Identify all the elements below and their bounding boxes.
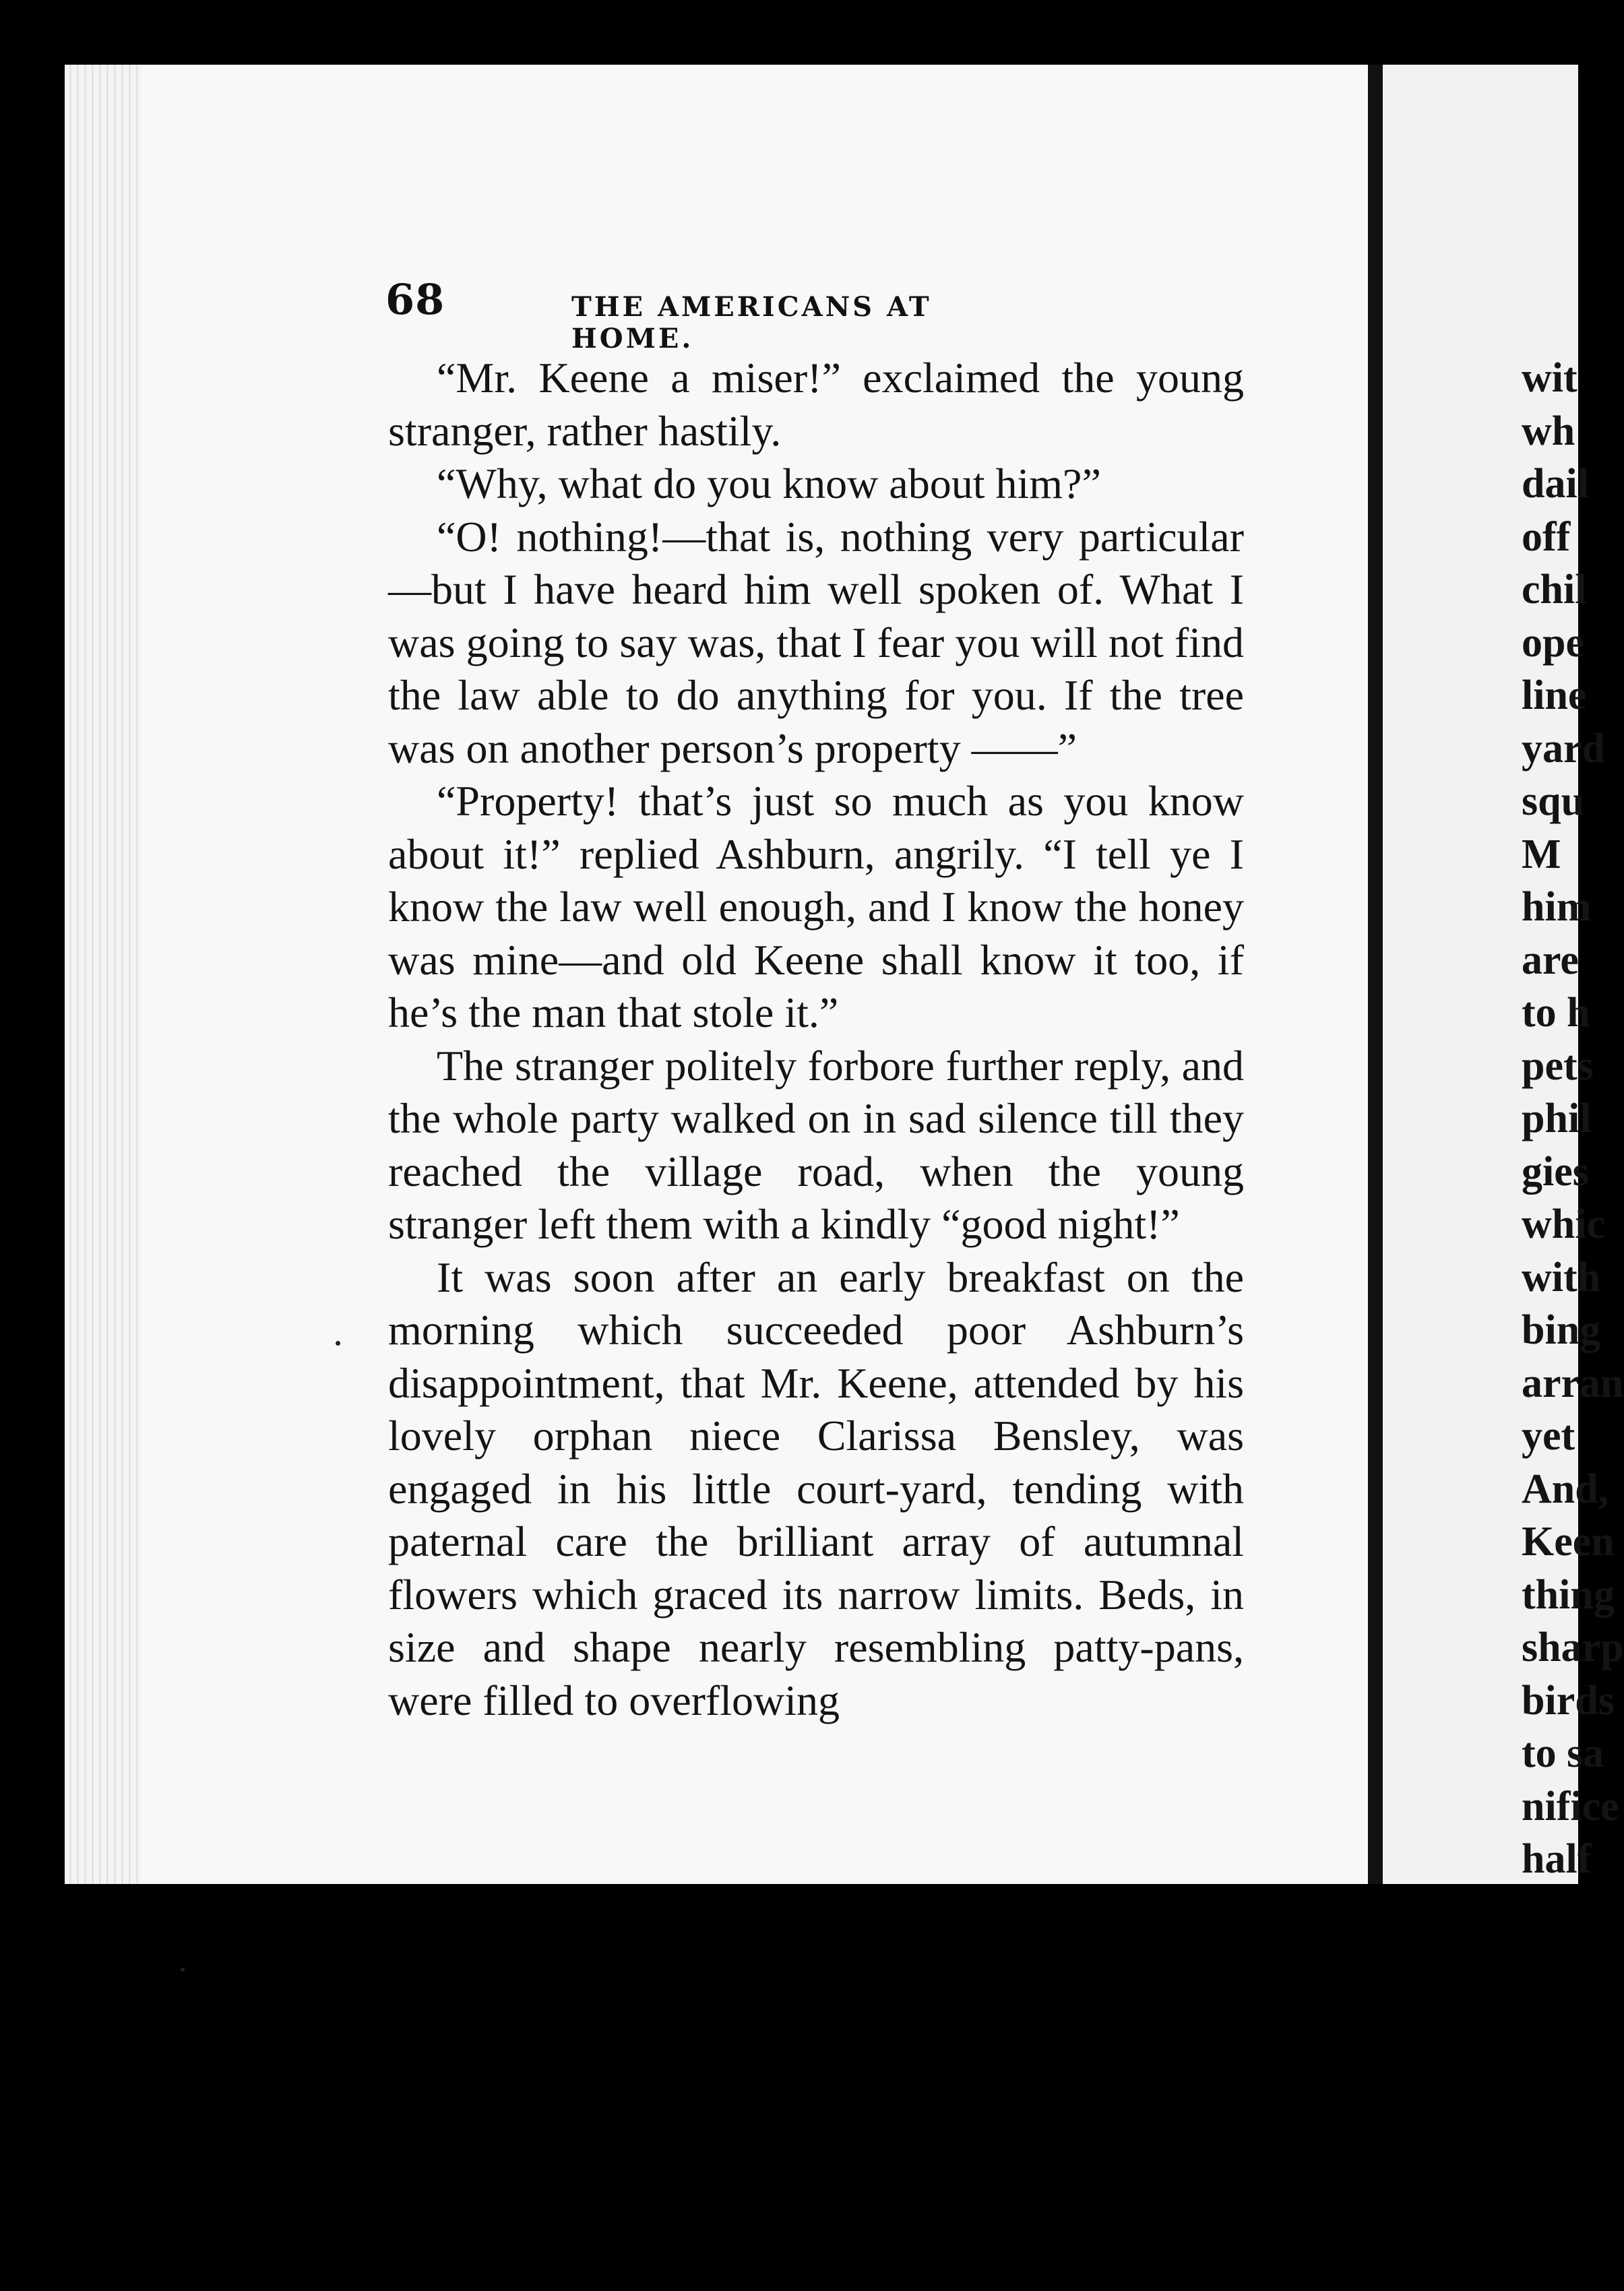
right-line: wit xyxy=(1522,355,1578,401)
right-line: with xyxy=(1522,1254,1601,1300)
right-line: nifice xyxy=(1522,1783,1619,1829)
right-line: yard xyxy=(1522,725,1605,772)
paragraph: “Property! that’s just so much as you know about it!” replied Ashburn, angrily. “I tell ye I know the law well enough, and I know the honey was mine—and old Keene shall know it too, if he’s the man that stole it.” xyxy=(388,777,1244,1036)
paragraph: “Why, what do you know about him?” xyxy=(437,460,1101,507)
page-header xyxy=(385,275,1059,354)
right-line: M xyxy=(1522,831,1561,877)
running-head: THE AMERICANS AT HOME. xyxy=(571,291,932,354)
right-line: yet xyxy=(1522,1413,1575,1459)
right-line: wh xyxy=(1522,408,1575,454)
book-gutter xyxy=(1368,65,1383,1884)
paragraph: “Mr. Keene a miser!” exclaimed the young stranger, rather hastily. xyxy=(388,354,1244,455)
right-line: bing xyxy=(1522,1307,1601,1353)
right-line: chil xyxy=(1522,567,1587,613)
right-line: line xyxy=(1522,672,1587,718)
paragraph: The stranger politely forbore further reply, and the whole party walked on in sad silence till they reached the village road, when the young stranger left them with a kindly “good night!” xyxy=(388,1041,1244,1248)
right-line: birds xyxy=(1522,1677,1615,1724)
right-line: whic xyxy=(1522,1201,1605,1247)
right-line: off xyxy=(1522,513,1571,560)
right-line: half xyxy=(1522,1836,1592,1882)
scan-speck xyxy=(181,1968,185,1972)
paragraph: It was soon after an early breakfast on the morning which succeeded poor Ashburn’s disappointment, that Mr. Keene, attended by his lovely orphan niece Clarissa Bensley, was engaged in his little court-yard, tending with paternal care the brilliant array of autumnal flowers which graced its narrow limits. Beds, in size and shape nearly resembling patty-pans, were filled to overflowing xyxy=(388,1253,1244,1724)
right-line: Keen xyxy=(1522,1519,1615,1565)
right-line: sharp xyxy=(1522,1625,1624,1670)
right-line: pets xyxy=(1522,1042,1594,1089)
right-line: ope xyxy=(1522,619,1584,666)
right-line: are xyxy=(1522,937,1579,983)
right-line: to sa xyxy=(1522,1730,1604,1776)
right-line: arran xyxy=(1522,1360,1624,1406)
page-number: 68 xyxy=(385,275,445,324)
right-line: And, xyxy=(1522,1466,1609,1512)
right-line: him xyxy=(1522,884,1592,930)
right-page-text xyxy=(1522,352,1624,1886)
right-line: dail xyxy=(1522,461,1589,507)
scan-speck xyxy=(336,1341,340,1346)
right-line: gies xyxy=(1522,1148,1589,1195)
right-line: to h xyxy=(1522,990,1590,1036)
paragraph: “O! nothing!—that is, nothing very particular—but I have heard him well spoken of. What I was going to say was, that I fear you will not find the law able to do anything for you. If the tree was on another person’s property ——” xyxy=(388,512,1244,772)
body-text xyxy=(388,352,1244,1727)
right-line: phil xyxy=(1522,1096,1592,1141)
right-line: thing xyxy=(1522,1571,1615,1618)
right-line: squ xyxy=(1522,778,1585,824)
